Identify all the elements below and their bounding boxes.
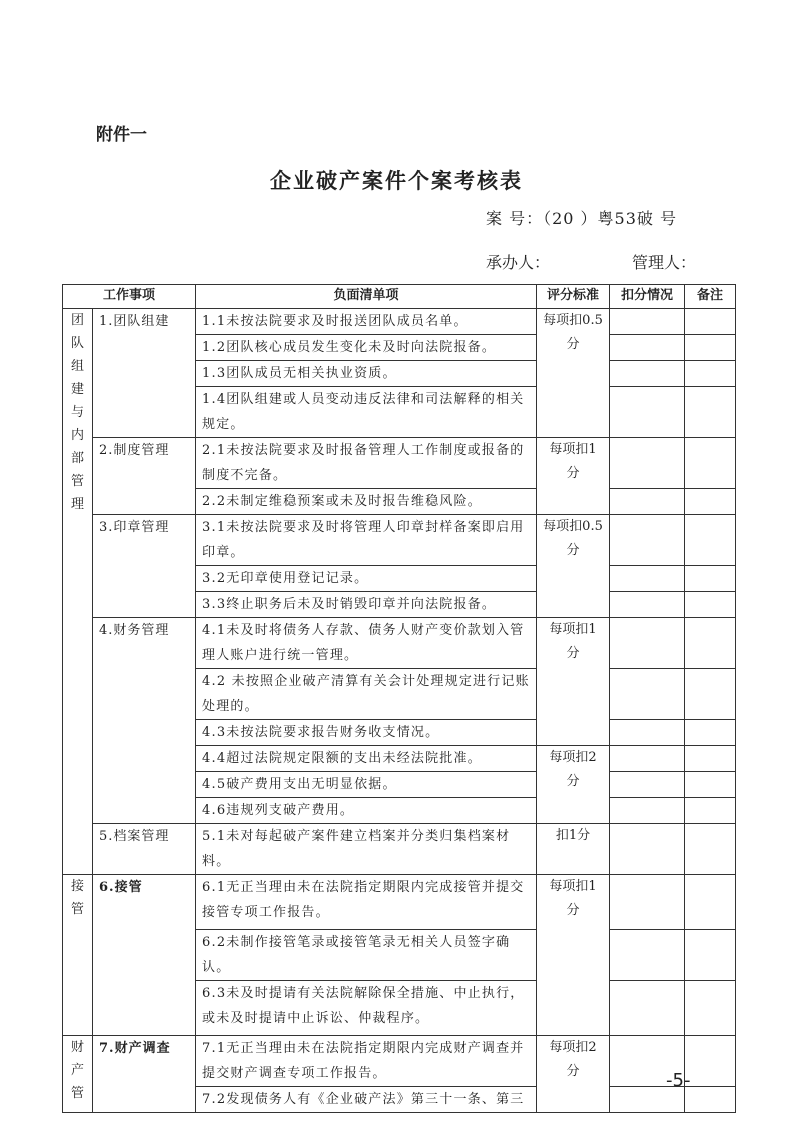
score-standard: 扣1分 (537, 824, 610, 875)
deduction-cell[interactable] (610, 772, 685, 798)
header-score: 评分标准 (537, 285, 610, 309)
note-cell[interactable] (685, 720, 736, 746)
note-cell[interactable] (685, 335, 736, 361)
negative-item: 3.3终止职务后未及时销毁印章并向法院报备。 (196, 592, 537, 618)
page-number: -5- (666, 1070, 691, 1091)
note-cell[interactable] (685, 824, 736, 875)
score-standard: 每项扣2分 (537, 746, 610, 824)
deduction-cell[interactable] (610, 515, 685, 566)
score-standard: 每项扣0.5分 (537, 515, 610, 618)
item-archive-management: 5.档案管理 (93, 824, 196, 875)
item-takeover: 6.接管 (93, 875, 196, 1036)
manager-label: 管理人： (632, 253, 697, 272)
deduction-cell[interactable] (610, 746, 685, 772)
negative-item: 4.1未及时将债务人存款、债务人财产变价款划入管理人账户进行统一管理。 (196, 618, 537, 669)
table-header-row (63, 285, 736, 309)
deduction-cell[interactable] (610, 618, 685, 669)
table-row (63, 824, 736, 875)
category-property: 财产管 (63, 1036, 93, 1113)
negative-item: 5.1未对每起破产案件建立档案并分类归集档案材料。 (196, 824, 537, 875)
deduction-cell[interactable] (610, 669, 685, 720)
deduction-cell[interactable] (610, 592, 685, 618)
note-cell[interactable] (685, 1036, 736, 1087)
score-standard: 每项扣2分 (537, 1036, 610, 1113)
note-cell[interactable] (685, 669, 736, 720)
deduction-cell[interactable] (610, 361, 685, 387)
deduction-cell[interactable] (610, 309, 685, 335)
negative-item: 7.2发现债务人有《企业破产法》第三十一条、第三 (196, 1087, 537, 1113)
negative-item: 4.3未按法院要求报告财务收支情况。 (196, 720, 537, 746)
note-cell[interactable] (685, 515, 736, 566)
negative-item: 4.4超过法院规定限额的支出未经法院批准。 (196, 746, 537, 772)
deduction-cell[interactable] (610, 566, 685, 592)
deduction-cell[interactable] (610, 720, 685, 746)
note-cell[interactable] (685, 875, 736, 930)
score-standard: 每项扣1分 (537, 438, 610, 515)
negative-item: 6.3未及时提请有关法院解除保全措施、中止执行，或未及时提请中止诉讼、仲裁程序。 (196, 981, 537, 1036)
deduction-cell[interactable] (610, 387, 685, 438)
score-standard: 每项扣1分 (537, 875, 610, 1036)
deduction-cell[interactable] (610, 875, 685, 930)
table-row (63, 618, 736, 669)
note-cell[interactable] (685, 592, 736, 618)
negative-item: 6.2未制作接管笔录或接管笔录无相关人员签字确认。 (196, 930, 537, 981)
attachment-label: 附件一 (96, 125, 147, 145)
note-cell[interactable] (685, 618, 736, 669)
deduction-cell[interactable] (610, 335, 685, 361)
negative-item: 4.5破产费用支出无明显依据。 (196, 772, 537, 798)
header-note: 备注 (685, 285, 736, 309)
note-cell[interactable] (685, 438, 736, 489)
negative-item: 7.1无正当理由未在法院指定期限内完成财产调查并提交财产调查专项工作报告。 (196, 1036, 537, 1087)
deduction-cell[interactable] (610, 798, 685, 824)
negative-item: 1.1未按法院要求及时报送团队成员名单。 (196, 309, 537, 335)
negative-item: 1.2团队核心成员发生变化未及时向法院报备。 (196, 335, 537, 361)
item-property-investigation: 7.财产调查 (93, 1036, 196, 1113)
negative-item: 2.2未制定维稳预案或未及时报告维稳风险。 (196, 489, 537, 515)
score-standard: 每项扣0.5分 (537, 309, 610, 438)
deduction-cell[interactable] (610, 981, 685, 1036)
negative-item: 1.3团队成员无相关执业资质。 (196, 361, 537, 387)
negative-item: 2.1未按法院要求及时报备管理人工作制度或报备的制度不完备。 (196, 438, 537, 489)
item-team-building: 1.团队组建 (93, 309, 196, 438)
note-cell[interactable] (685, 361, 736, 387)
note-cell[interactable] (685, 930, 736, 981)
note-cell[interactable] (685, 489, 736, 515)
note-cell[interactable] (685, 772, 736, 798)
header-work: 工作事项 (63, 285, 196, 309)
item-seal-management: 3.印章管理 (93, 515, 196, 618)
category-team: 团队组建与内部管理 (63, 309, 93, 875)
table-row (63, 875, 736, 930)
note-cell[interactable] (685, 566, 736, 592)
deduction-cell[interactable] (610, 489, 685, 515)
table-row (63, 515, 736, 566)
score-standard: 每项扣1分 (537, 618, 610, 746)
assessment-table (62, 284, 736, 1113)
handler-label: 承办人： (486, 253, 551, 272)
deduction-cell[interactable] (610, 438, 685, 489)
header-deduction: 扣分情况 (610, 285, 685, 309)
negative-item: 3.2无印章使用登记记录。 (196, 566, 537, 592)
page-title: 企业破产案件个案考核表 (270, 169, 523, 193)
negative-item: 6.1无正当理由未在法院指定期限内完成接管并提交接管专项工作报告。 (196, 875, 537, 930)
category-takeover: 接管 (63, 875, 93, 1036)
table-row (63, 309, 736, 335)
table-row (63, 438, 736, 489)
note-cell[interactable] (685, 798, 736, 824)
negative-item: 3.1未按法院要求及时将管理人印章封样备案即启用印章。 (196, 515, 537, 566)
note-cell[interactable] (685, 387, 736, 438)
note-cell[interactable] (685, 746, 736, 772)
negative-item: 4.6违规列支破产费用。 (196, 798, 537, 824)
case-number: 案 号：（20 ）粤53破 号 (486, 209, 677, 228)
header-negative: 负面清单项 (196, 285, 537, 309)
deduction-cell[interactable] (610, 930, 685, 981)
item-system-management: 2.制度管理 (93, 438, 196, 515)
table-row (63, 1036, 736, 1087)
note-cell[interactable] (685, 981, 736, 1036)
negative-item: 1.4团队组建或人员变动违反法律和司法解释的相关规定。 (196, 387, 537, 438)
item-financial-management: 4.财务管理 (93, 618, 196, 824)
note-cell[interactable] (685, 1087, 736, 1113)
note-cell[interactable] (685, 309, 736, 335)
negative-item: 4.2 未按照企业破产清算有关会计处理规定进行记账处理的。 (196, 669, 537, 720)
deduction-cell[interactable] (610, 824, 685, 875)
